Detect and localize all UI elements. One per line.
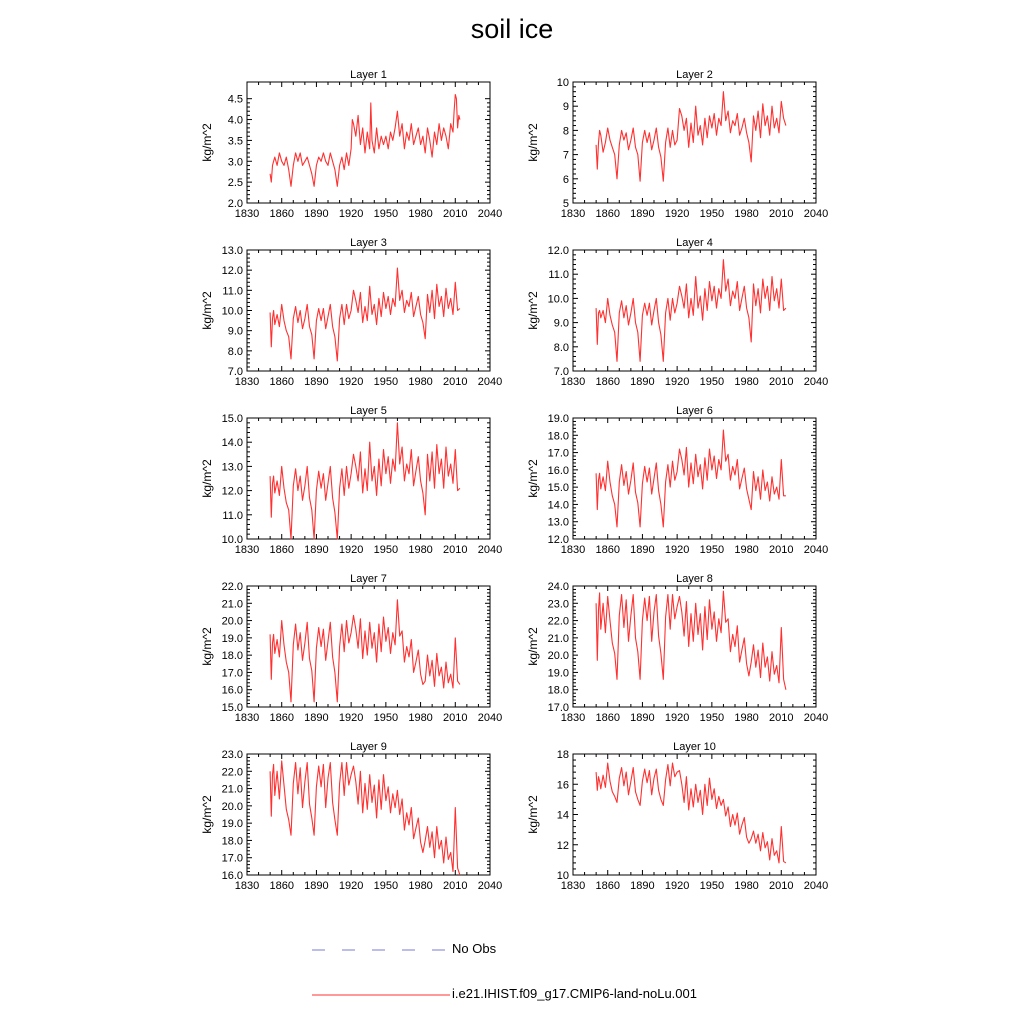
y-axis-label: kg/m^2 xyxy=(526,627,540,666)
panel-title: Layer 1 xyxy=(350,69,387,81)
y-tick-label: 7.0 xyxy=(553,366,569,378)
y-tick-label: 15.0 xyxy=(221,413,243,425)
x-tick-label: 1860 xyxy=(269,712,294,724)
figure-title: soil ice xyxy=(470,14,554,44)
y-tick-label: 7 xyxy=(562,149,569,162)
x-tick-label: 1980 xyxy=(408,712,433,724)
x-tick-label: 1890 xyxy=(630,544,655,556)
y-tick-label: 8 xyxy=(562,125,569,138)
y-tick-label: 15.0 xyxy=(547,482,569,495)
panel-title: Layer 4 xyxy=(676,237,713,249)
x-tick-label: 1890 xyxy=(304,208,329,220)
x-tick-label: 2010 xyxy=(769,208,794,220)
y-axis-label: kg/m^2 xyxy=(200,627,214,666)
y-tick-label: 17.0 xyxy=(221,852,243,865)
y-tick-label: 10.0 xyxy=(547,293,569,306)
x-tick-label: 2010 xyxy=(443,712,468,724)
x-tick-label: 1950 xyxy=(373,712,399,724)
y-tick-label: 20.0 xyxy=(221,615,243,628)
y-tick-label: 19.0 xyxy=(221,632,243,645)
x-tick-label: 2040 xyxy=(803,880,829,892)
x-tick-label: 1890 xyxy=(304,880,329,892)
x-tick-label: 2040 xyxy=(477,376,503,388)
y-tick-label: 21.0 xyxy=(547,632,569,645)
x-tick-label: 1920 xyxy=(338,880,364,892)
y-axis-label: kg/m^2 xyxy=(200,291,214,330)
x-tick-label: 1830 xyxy=(234,712,260,724)
x-tick-label: 2010 xyxy=(443,880,468,892)
x-tick-label: 2040 xyxy=(477,880,503,892)
y-tick-label: 10.0 xyxy=(221,305,243,318)
panel-title: Layer 3 xyxy=(350,237,387,249)
x-tick-label: 2040 xyxy=(477,208,503,220)
panel-title: Layer 7 xyxy=(350,573,387,585)
y-tick-label: 24.0 xyxy=(547,581,569,593)
y-tick-label: 2.5 xyxy=(227,177,243,190)
x-tick-label: 1920 xyxy=(664,712,690,724)
panel-title: Layer 2 xyxy=(676,69,713,81)
y-tick-label: 9 xyxy=(562,101,569,114)
y-tick-label: 14.0 xyxy=(547,499,569,512)
y-tick-label: 19.0 xyxy=(221,818,243,831)
x-tick-label: 1950 xyxy=(699,880,725,892)
x-tick-label: 1860 xyxy=(269,208,294,220)
x-tick-label: 1980 xyxy=(734,376,759,388)
y-tick-label: 10 xyxy=(556,77,569,89)
y-tick-label: 16.0 xyxy=(221,870,243,882)
x-tick-label: 1890 xyxy=(630,712,655,724)
y-tick-label: 17.0 xyxy=(221,667,243,680)
y-tick-label: 18 xyxy=(556,749,569,761)
y-tick-label: 18.0 xyxy=(221,650,243,663)
y-tick-label: 12 xyxy=(556,839,569,852)
y-axis-label: kg/m^2 xyxy=(200,795,214,834)
x-tick-label: 1950 xyxy=(373,208,399,220)
y-tick-label: 14 xyxy=(556,809,569,822)
x-tick-label: 1860 xyxy=(595,376,620,388)
x-tick-label: 1950 xyxy=(373,376,399,388)
x-tick-label: 1860 xyxy=(595,880,620,892)
x-tick-label: 1830 xyxy=(234,376,260,388)
x-tick-label: 1830 xyxy=(560,880,586,892)
x-tick-label: 1920 xyxy=(664,544,690,556)
x-tick-label: 2040 xyxy=(477,712,503,724)
x-tick-label: 1830 xyxy=(560,208,586,220)
y-tick-label: 11.0 xyxy=(222,509,243,522)
x-tick-label: 1860 xyxy=(595,208,620,220)
y-tick-label: 22.0 xyxy=(221,581,243,593)
x-tick-label: 1920 xyxy=(664,208,690,220)
x-tick-label: 1830 xyxy=(234,544,260,556)
y-tick-label: 21.0 xyxy=(221,598,243,611)
x-tick-label: 1980 xyxy=(408,376,433,388)
x-tick-label: 1950 xyxy=(373,880,399,892)
y-axis-label: kg/m^2 xyxy=(526,291,540,330)
x-tick-label: 1980 xyxy=(408,880,433,892)
y-tick-label: 12.0 xyxy=(547,245,569,257)
y-tick-label: 19.0 xyxy=(547,667,569,680)
x-tick-label: 2010 xyxy=(443,208,468,220)
y-tick-label: 16 xyxy=(556,779,569,792)
x-tick-label: 2040 xyxy=(803,376,829,388)
y-tick-label: 20.0 xyxy=(547,650,569,663)
x-tick-label: 1830 xyxy=(560,376,586,388)
x-tick-label: 1980 xyxy=(734,544,759,556)
y-tick-label: 22.0 xyxy=(221,766,243,779)
x-tick-label: 1920 xyxy=(338,712,364,724)
x-tick-label: 1980 xyxy=(734,208,759,220)
x-tick-label: 1980 xyxy=(734,880,759,892)
panel-title: Layer 10 xyxy=(673,741,716,753)
x-tick-label: 1950 xyxy=(699,376,725,388)
x-tick-label: 1980 xyxy=(408,544,433,556)
y-tick-label: 10.0 xyxy=(221,534,243,546)
y-tick-label: 8.0 xyxy=(227,345,243,358)
y-tick-label: 7.0 xyxy=(227,366,243,378)
x-tick-label: 1830 xyxy=(560,544,586,556)
y-tick-label: 16.0 xyxy=(221,684,243,697)
x-tick-label: 1920 xyxy=(338,208,364,220)
y-tick-label: 18.0 xyxy=(547,684,569,697)
y-tick-label: 4.0 xyxy=(227,114,243,127)
x-tick-label: 1920 xyxy=(664,880,690,892)
y-tick-label: 14.0 xyxy=(221,437,243,450)
y-tick-label: 8.0 xyxy=(553,341,569,354)
x-tick-label: 1980 xyxy=(734,712,759,724)
y-tick-label: 13.0 xyxy=(547,516,569,529)
y-axis-label: kg/m^2 xyxy=(526,459,540,498)
x-tick-label: 1890 xyxy=(304,544,329,556)
x-tick-label: 1830 xyxy=(560,712,586,724)
y-tick-label: 16.0 xyxy=(547,464,569,477)
panel-title: Layer 6 xyxy=(676,405,713,417)
panel-title: Layer 9 xyxy=(350,741,387,753)
y-axis-label: kg/m^2 xyxy=(200,123,214,162)
x-tick-label: 1890 xyxy=(304,712,329,724)
y-axis-label: kg/m^2 xyxy=(200,459,214,498)
y-tick-label: 17.0 xyxy=(547,702,569,714)
y-tick-label: 3.0 xyxy=(227,156,243,169)
legend-label-model: i.e21.IHIST.f09_g17.CMIP6-land-noLu.001 xyxy=(452,986,697,1001)
x-tick-label: 1920 xyxy=(664,376,690,388)
y-tick-label: 12.0 xyxy=(547,534,569,546)
y-tick-label: 18.0 xyxy=(547,430,569,443)
panel-title: Layer 5 xyxy=(350,405,387,417)
y-tick-label: 4.5 xyxy=(227,93,243,106)
x-tick-label: 2010 xyxy=(769,376,794,388)
x-tick-label: 1890 xyxy=(304,376,329,388)
x-tick-label: 1860 xyxy=(269,544,294,556)
x-tick-label: 2040 xyxy=(803,544,829,556)
y-tick-label: 9.0 xyxy=(553,317,569,330)
x-tick-label: 1860 xyxy=(595,544,620,556)
y-tick-label: 5 xyxy=(562,198,569,210)
x-tick-label: 2010 xyxy=(443,376,468,388)
x-tick-label: 1890 xyxy=(630,880,655,892)
y-tick-label: 12.0 xyxy=(221,265,243,278)
x-tick-label: 2040 xyxy=(803,208,829,220)
y-tick-label: 18.0 xyxy=(221,835,243,848)
y-tick-label: 9.0 xyxy=(227,325,243,338)
y-axis-label: kg/m^2 xyxy=(526,795,540,834)
y-tick-label: 23.0 xyxy=(221,749,243,761)
x-tick-label: 2040 xyxy=(803,712,829,724)
x-tick-label: 1980 xyxy=(408,208,433,220)
x-tick-label: 1830 xyxy=(234,880,260,892)
y-tick-label: 2.0 xyxy=(227,198,243,210)
y-tick-label: 17.0 xyxy=(547,447,569,460)
y-tick-label: 12.0 xyxy=(221,485,243,498)
y-tick-label: 11.0 xyxy=(548,269,569,282)
y-tick-label: 15.0 xyxy=(221,702,243,714)
x-tick-label: 1860 xyxy=(595,712,620,724)
y-tick-label: 13.0 xyxy=(221,245,243,257)
x-tick-label: 1950 xyxy=(699,208,725,220)
x-tick-label: 1860 xyxy=(269,880,294,892)
x-tick-label: 1860 xyxy=(269,376,294,388)
x-tick-label: 1950 xyxy=(699,544,725,556)
y-tick-label: 19.0 xyxy=(547,413,569,425)
y-tick-label: 11.0 xyxy=(222,285,243,298)
x-tick-label: 2010 xyxy=(443,544,468,556)
y-tick-label: 10 xyxy=(556,870,569,882)
panel-title: Layer 8 xyxy=(676,573,713,585)
y-tick-label: 22.0 xyxy=(547,615,569,628)
legend-label-no-obs: No Obs xyxy=(452,941,497,956)
x-tick-label: 2010 xyxy=(769,544,794,556)
x-tick-label: 1950 xyxy=(699,712,725,724)
y-tick-label: 3.5 xyxy=(227,135,243,148)
x-tick-label: 1830 xyxy=(234,208,260,220)
y-tick-label: 6 xyxy=(562,173,569,186)
x-tick-label: 1890 xyxy=(630,376,655,388)
y-tick-label: 23.0 xyxy=(547,598,569,611)
x-tick-label: 1890 xyxy=(630,208,655,220)
y-tick-label: 20.0 xyxy=(221,800,243,813)
y-tick-label: 21.0 xyxy=(221,783,243,796)
x-tick-label: 2010 xyxy=(769,712,794,724)
y-axis-label: kg/m^2 xyxy=(526,123,540,162)
x-tick-label: 1920 xyxy=(338,376,364,388)
x-tick-label: 2010 xyxy=(769,880,794,892)
x-tick-label: 2040 xyxy=(477,544,503,556)
x-tick-label: 1950 xyxy=(373,544,399,556)
x-tick-label: 1920 xyxy=(338,544,364,556)
y-tick-label: 13.0 xyxy=(221,461,243,474)
